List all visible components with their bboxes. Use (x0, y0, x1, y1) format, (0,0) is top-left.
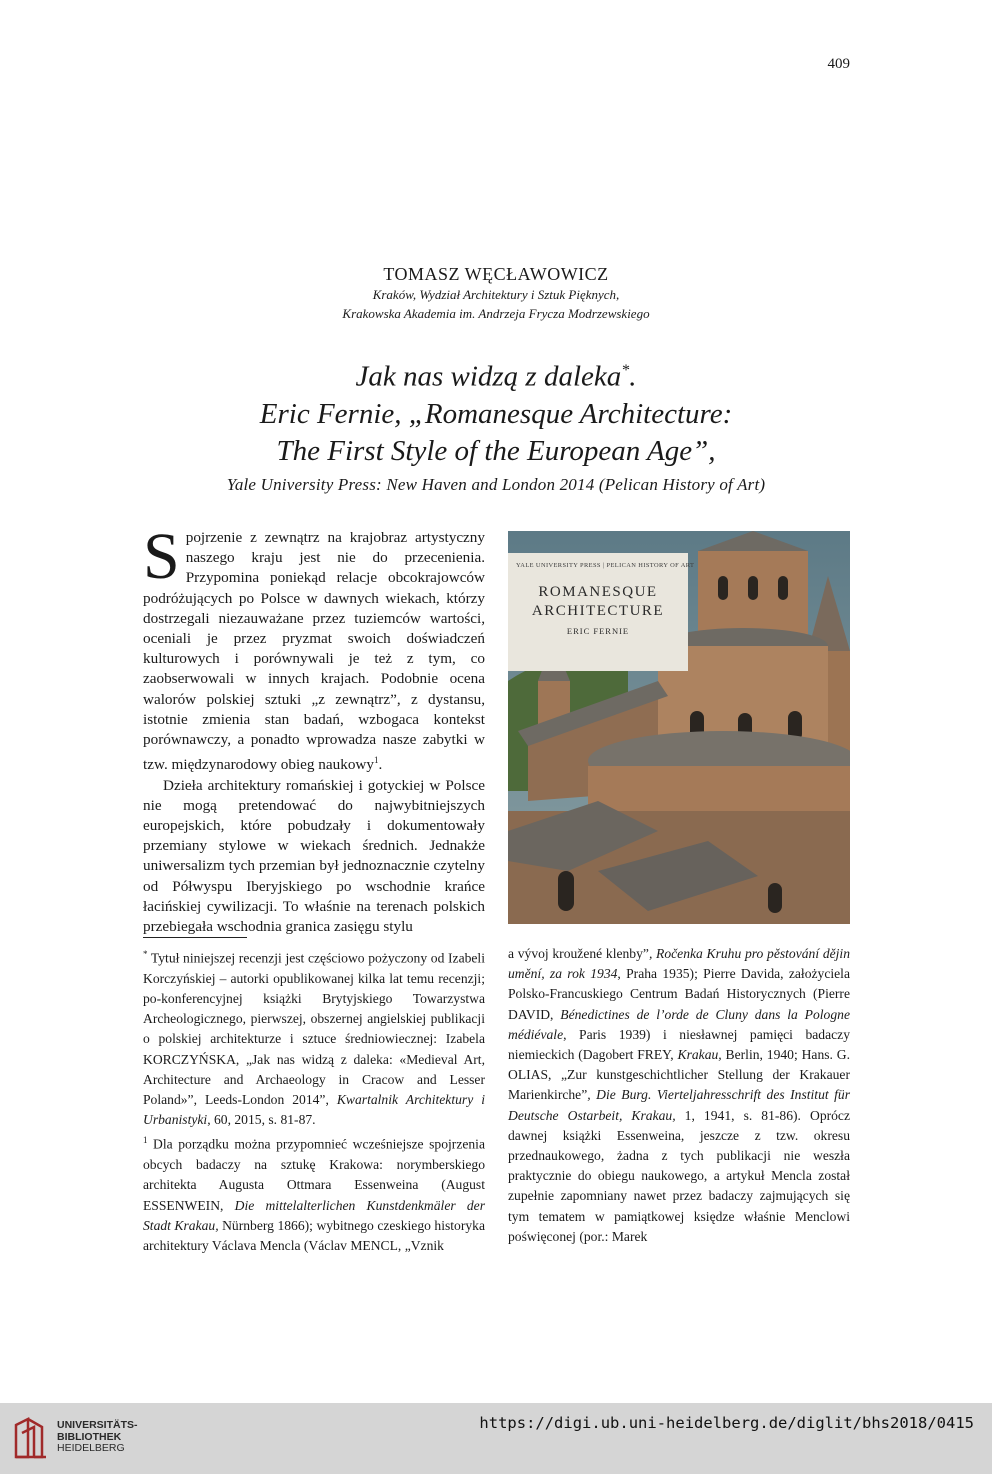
fn-cont-d: Bénedictines de l’orde de Cluny dans la Pologne médiévale (508, 1006, 850, 1042)
paragraph-1-end: . (378, 756, 383, 774)
university-library-logo-icon[interactable] (12, 1411, 50, 1463)
paragraph-1-text: pojrzenie z zewnątrz na krajobraz artystyczny naszego kraju jest nie do przecenienia. Przypomina poniekąd relacje obcokrajowców podróżujących po Polsce w dawnych wiekach, którzy dostrzegali niezauważane przez tuziemców wartości, oceniali je przez pryzmat swoich doświadczeń kulturowych i porównywali je też z tym, co zaobserwowali w innych krajach. Podobnie ocena walorów polskiej sztuki „z zewnątrz”, z dystansu, istotnie zmienia stan badań, wzbogaca kontekst porównawczy, a ponadto wprowadza nasze zabytki w tzw. międzynarodowy obieg naukowy (143, 529, 485, 774)
library-name-line-2: BIBLIOTHEK (57, 1430, 122, 1443)
footnote-1-mark: 1 (143, 1135, 148, 1146)
page-number: 409 (827, 56, 850, 72)
fn-cont-b: , Ročenka Kruhu pro pěstování dějin umění, za rok 1934 (508, 946, 851, 982)
footnote-1-continued (508, 944, 850, 1247)
fn-cont-f: Krakau, (677, 1047, 722, 1063)
author-block (0, 264, 992, 323)
source-url-link[interactable]: https://digi.ub.uni-heidelberg.de/diglit/bhs2018/0415 (479, 1414, 974, 1432)
fn-cont-a: a vývoj kroužené klenby” (508, 946, 649, 961)
footnote-star-text: Tytuł niniejszej recenzji jest częściowo pożyczony od Izabeli Korczyńskiej – autorki opublikowanej kilka lat temu recenzji; po-konferencyjnej książki Brytyjskiego Towarzystwa Archeologicznego, pierwszej, obszernej angielskiej publikacji o polskiej architekturze i sztuce średniowiecznej: Izabela KORCZYŃSKA, „Jak nas widzą z daleka: «Medieval Art, Architecture and Archaeology in Cracow and Lesser Poland»”, Leeds-London 2014”, (143, 950, 485, 1107)
library-name[interactable] (57, 1420, 138, 1455)
cover-title (508, 583, 688, 621)
footnote-star-end: , 60, 2015, s. 81-87. (207, 1112, 316, 1128)
review-title (0, 352, 992, 498)
footnote-star-mark: * (143, 949, 148, 959)
footnote-1-book: Die mittelalterlichen Kunstdenkmäler der Stadt Krakau, (143, 1197, 485, 1233)
title-line-1 (0, 352, 992, 396)
fn-cont-g: Berlin, 1940; Hans. G. OLIAS, „Zur kunstgeschichtlicher Stellung der Krakauer Marienkirche” (508, 1047, 850, 1103)
drop-cap: S (143, 520, 180, 593)
body-text-column (143, 520, 485, 937)
footnote-1-end: Nürnberg 1866); wybitnego czeskiego historyka architektury Václava Mencla (Václav MENCL, „Vznik (143, 1217, 485, 1253)
footnote-star-journal: Kwartalnik Architektury i Urbanistyki (143, 1091, 485, 1128)
fn-cont-h: , Die Burg. Vierteljahresschrift des Institut für Deutsche Ostarbeit, Krakau, (508, 1087, 850, 1123)
footnote-1-text: Dla porządku można przypomnieć wcześniejsze spojrzenia obcych badaczy na sztukę Krakowa: norymberskiego architekta Augusta Ottmara Essenweina (August ESSENWEIN, (143, 1136, 485, 1213)
library-name-line-1: UNIVERSITÄTS- (57, 1419, 138, 1431)
fn-cont-c: , Praha 1935); Pierre Davida, założyciela Polsko-Francuskiego Centrum Badań Historycznych (Pierre DAVID, (508, 966, 850, 1022)
footnote-star (143, 944, 485, 1130)
cover-series-text: YALE UNIVERSITY PRESS | PELICAN HISTORY OF ART (516, 562, 695, 569)
footnote-divider (143, 937, 247, 938)
title-line-1-text: Jak nas widzą z daleka (355, 360, 622, 393)
title-footnote-mark[interactable]: * (621, 362, 630, 379)
library-name-line-3: HEIDELBERG (57, 1442, 125, 1454)
title-line-1-end: . (629, 360, 637, 393)
footnotes-right-column (508, 944, 850, 1247)
publisher-line: Yale University Press: New Haven and London 2014 (Pelican History of Art) (226, 474, 766, 494)
title-line-2: Eric Fernie, „Romanesque Architecture: (259, 397, 733, 430)
footnote-1 (143, 1130, 485, 1256)
affiliation-line-2: Krakowska Akademia im. Andrzeja Frycza Modrzewskiego (342, 306, 650, 321)
author-name: TOMASZ WĘCŁAWOWICZ (383, 264, 609, 284)
paragraph-2: Dzieła architektury romańskiej i gotyckiej w Polsce nie mogą pretendować do najwybitniejszych europejskich, które pobudzały i dokumentowały przemiany stylowe w wiekach średnich. Jednakże uniwersalizm tych przemian był jednoznacznie czytelny od Półwyspu Iberyjskiego po wschodnie krańce łacińskiej cywilizacji. To właśnie na terenach polskich przebiegała wschodnia granica zasięgu stylu (143, 776, 485, 935)
affiliation-line-1: Kraków, Wydział Architektury i Sztuk Pięknych, (372, 287, 620, 302)
cover-author: ERIC FERNIE (566, 626, 630, 636)
fn-cont-i: 1, 1941, s. 81-86). Oprócz dawnej książki Essenweina, jeszcze z tzw. okresu przednaukowego, żadna z tych publikacji nie weszła praktycznie do obiegu naukowego, a artykuł Mencla został zupełnie zapomniany nawet przez badaczy zajmujących się tym tematem w pamiątkowej księdze właśnie Menclowi poświęconej (por.: Marek (508, 1107, 851, 1244)
title-line-3: The First Style of the European Age”, (276, 434, 716, 467)
footnotes-left-column (143, 944, 485, 1256)
book-cover-image (508, 531, 850, 924)
cover-title-line-2: ARCHITECTURE (531, 603, 665, 619)
footer-bar (0, 1403, 992, 1474)
fn-cont-e: , Paris 1939) i niesławnej pamięci badaczy niemieckich (Dagobert FREY, (508, 1026, 850, 1063)
footnote-ref-1[interactable]: 1 (374, 755, 379, 766)
cover-title-line-1: ROMANESQUE (538, 584, 658, 600)
paragraph-1 (143, 520, 485, 776)
